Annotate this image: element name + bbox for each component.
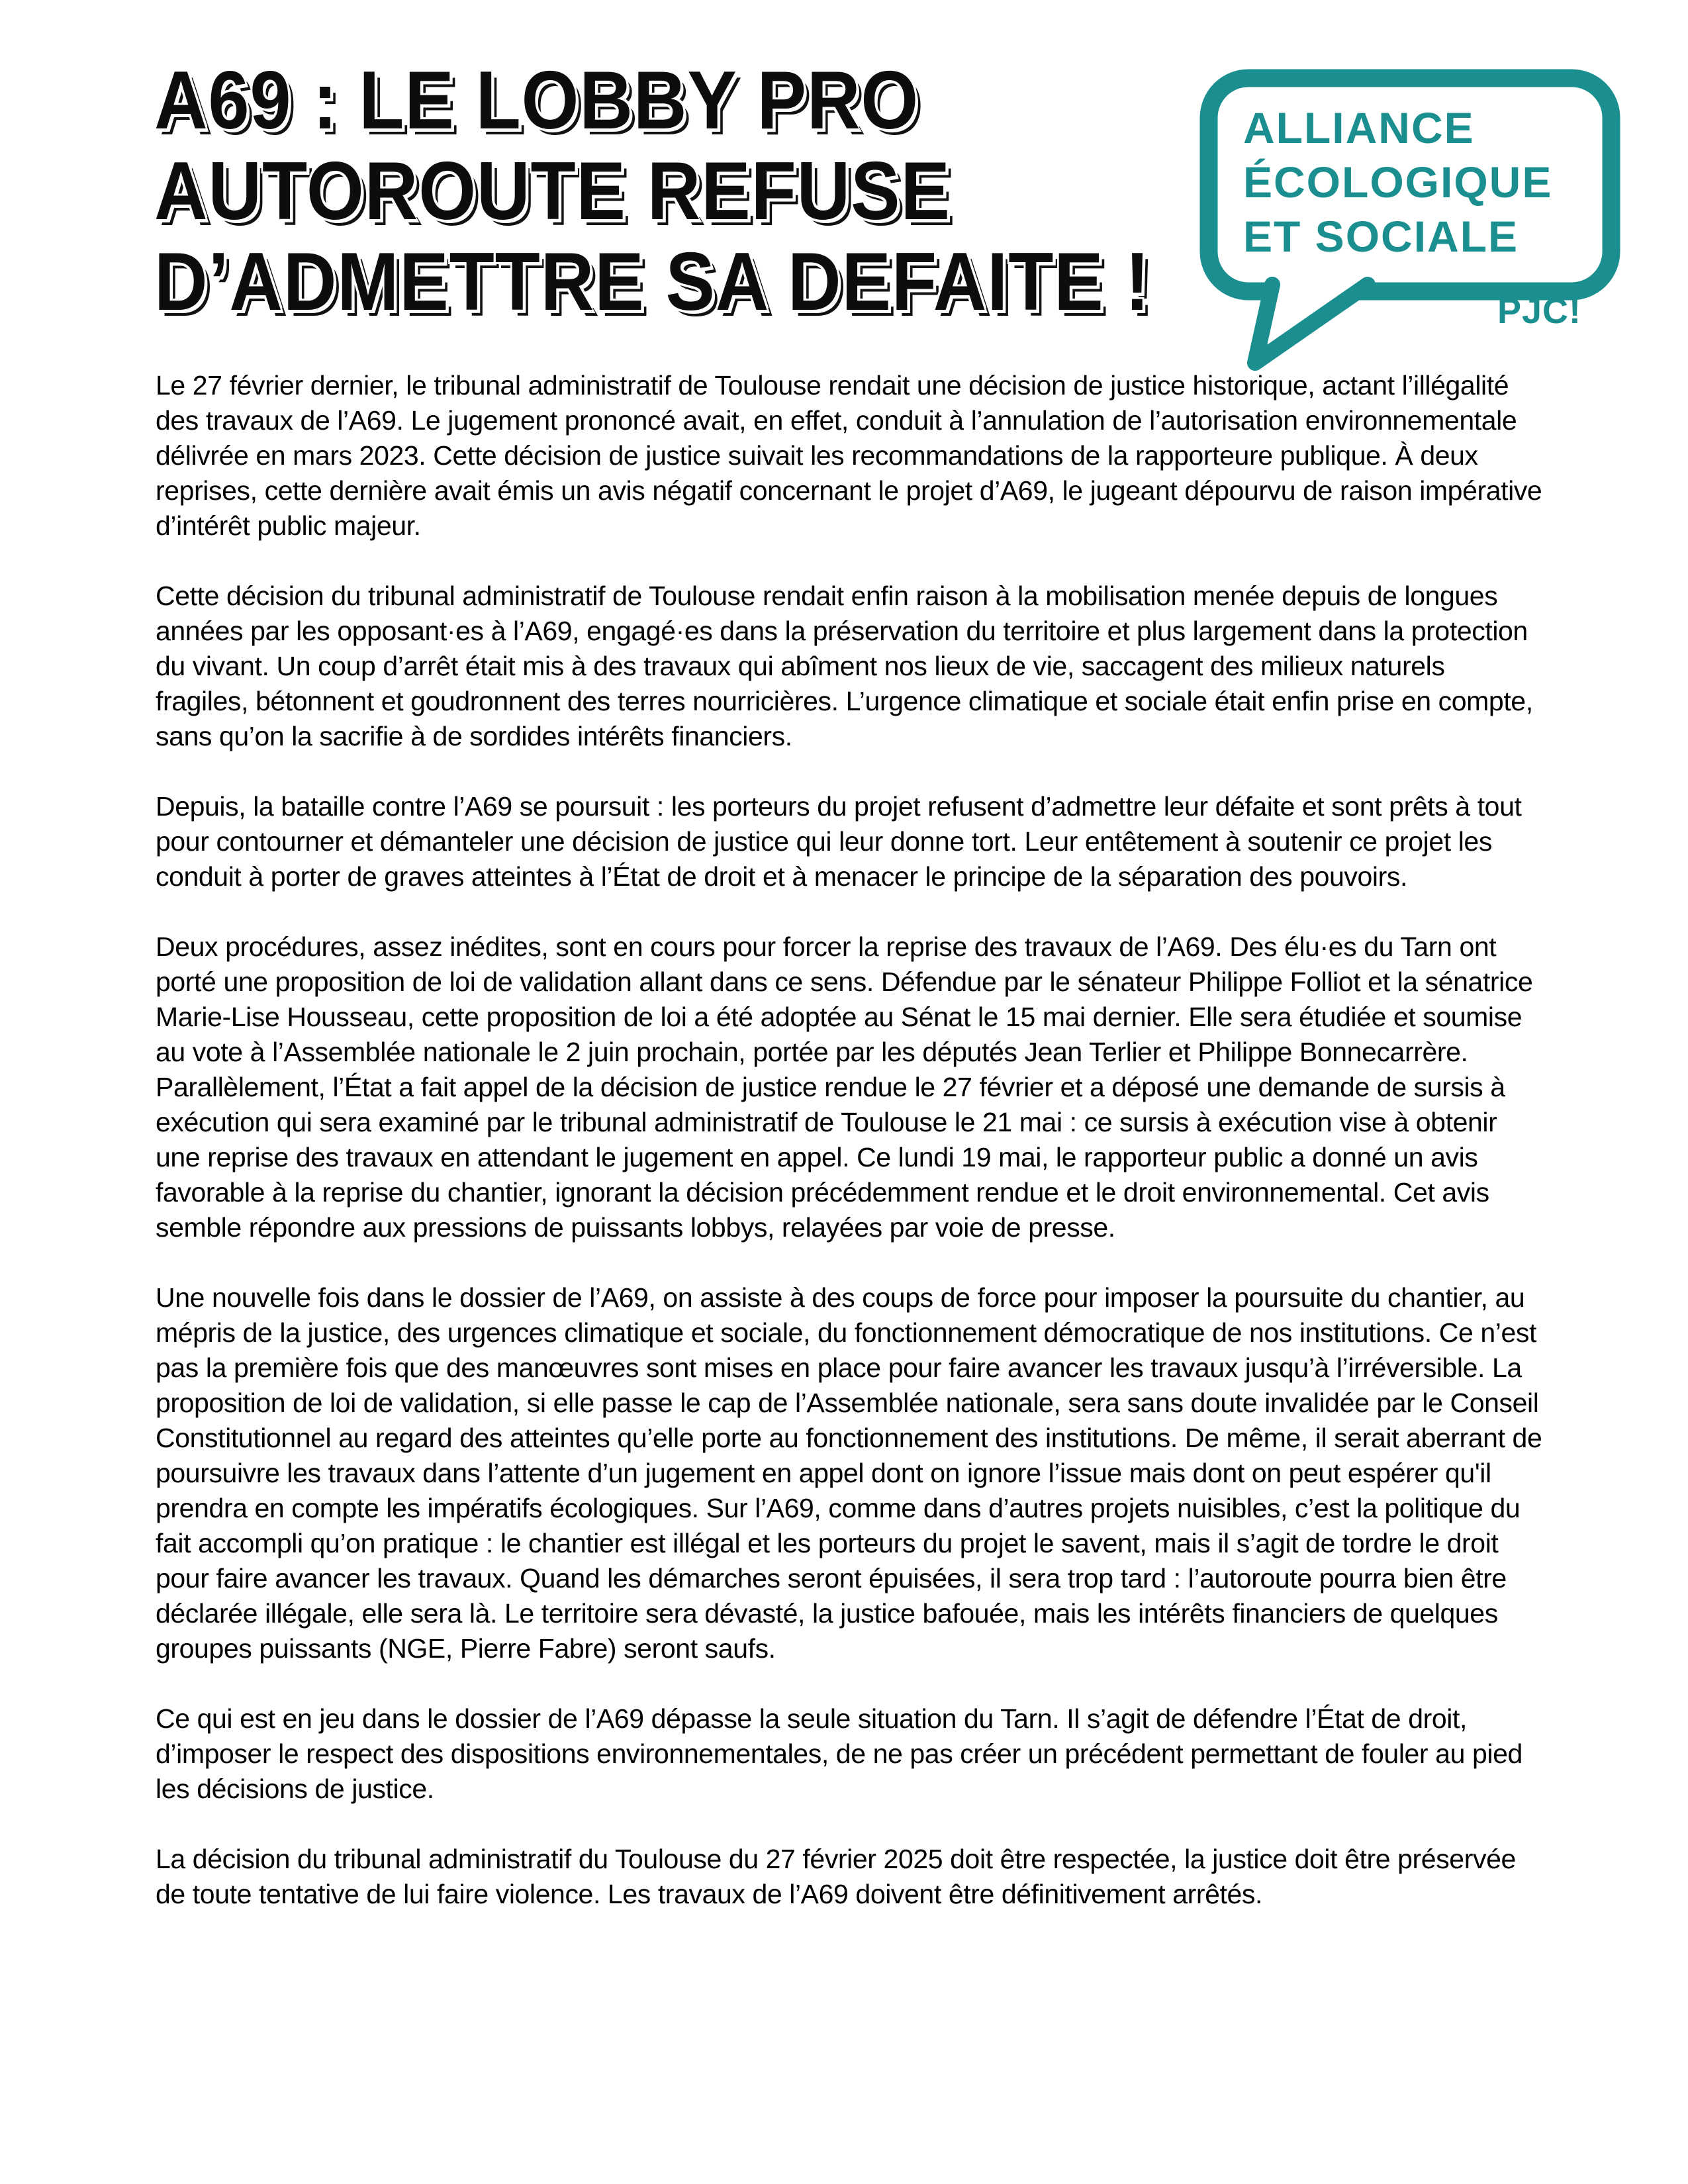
document-title-line-1: A69 : LE LOBBY PRO (154, 55, 919, 146)
logo-text-line-1: ALLIANCE (1243, 103, 1475, 152)
body-paragraph-7: La décision du tribunal administratif du Toulouse du 27 février 2025 doit être respectée, la justice doit être préservée de toute tentative de lui faire violence. Les travaux de l’A69 doivent être définitivement arrêtés. (156, 1844, 1516, 1909)
logo-text-line-2: ÉCOLOGIQUE (1243, 158, 1553, 207)
body-paragraph-1: Le 27 février dernier, le tribunal administratif de Toulouse rendait une décision de justice historique, actant l’illégalité des travaux de l’A69. Le jugement prononcé avait, en effet, conduit à l’annulation de l’autorisation environnementale délivrée en mars 2023. Cette décision de justice suivait les recommandations de la rapporteure publique. À deux reprises, cette dernière avait émis un avis négatif concernant le projet d’A69, le jugeant dépourvu de raison impérative d’intérêt public majeur. (156, 370, 1542, 541)
document-body (156, 368, 1542, 1947)
speech-bubble-icon (1198, 66, 1625, 384)
document-title-line-3: D’ADMETTRE SA DEFAITE ! (154, 236, 1150, 328)
document-title (154, 56, 1261, 328)
logo-text-line-3: ET SOCIALE (1243, 212, 1519, 261)
body-paragraph-2: Cette décision du tribunal administratif de Toulouse rendait enfin raison à la mobilisation menée depuis de longues années par les opposant·es à l’A69, engagé·es dans la préservation du territoire et plus largement dans la protection du vivant. Un coup d’arrêt était mis à des travaux qui abîment nos lieux de vie, saccagent des milieux naturels fragiles, bétonnent et goudronnent des terres nourricières. L’urgence climatique et sociale était enfin prise en compte, sans qu’on la sacrifie à de sordides intérêts financiers. (156, 581, 1533, 751)
body-paragraph-3: Depuis, la bataille contre l’A69 se poursuit : les porteurs du projet refusent d’admettre leur défaite et sont prêts à tout pour contourner et démanteler une décision de justice qui leur donne tort. Leur entêtement à soutenir ce projet les conduit à porter de graves atteintes à l’État de droit et à menacer le principe de la séparation des pouvoirs. (156, 791, 1522, 892)
body-paragraph-4: Deux procédures, assez inédites, sont en cours pour forcer la reprise des travaux de l’A69. Des élu·es du Tarn ont porté une proposition de loi de validation allant dans ce sens. Défendue par le sénateur Philippe Folliot et la sénatrice Marie-Lise Housseau, cette proposition de loi a été adoptée au Sénat le 15 mai dernier. Elle sera étudiée et soumise au vote à l’Assemblée nationale le 2 juin prochain, portée par les députés Jean Terlier et Philippe Bonnecarrère. Parallèlement, l’État a fait appel de la décision de justice rendue le 27 février et a déposé une demande de sursis à exécution qui sera examiné par le tribunal administratif de Toulouse le 21 mai : ce sursis à exécution vise à obtenir une reprise des travaux en attendant le jugement en appel. Ce lundi 19 mai, le rapporteur public a donné un avis favorable à la reprise du chantier, ignorant la décision précédemment rendue et le droit environnemental. Cet avis semble répondre aux pressions de puissants lobbys, relayées par voie de presse. (156, 931, 1533, 1243)
body-paragraph-6: Ce qui est en jeu dans le dossier de l’A69 dépasse la seule situation du Tarn. Il s’agit de défendre l’État de droit, d’imposer le respect des dispositions environnementales, de ne pas créer un précédent permettant de fouler au pied les décisions de justice. (156, 1703, 1523, 1804)
document-title-line-2: AUTOROUTE REFUSE (154, 146, 951, 237)
body-paragraph-5: Une nouvelle fois dans le dossier de l’A69, on assiste à des coups de force pour imposer la poursuite du chantier, au mépris de la justice, des urgences climatique et sociale, du fonctionnement démocratique de nos institutions. Ce n’est pas la première fois que des manœuvres sont mises en place pour faire avancer les travaux jusqu’à l’irréversible. La proposition de loi de validation, si elle passe le cap de l’Assemblée nationale, sera sans doute invalidée par le Conseil Constitutionnel au regard des atteintes qu’elle porte au fonctionnement des institutions. De même, il serait aberrant de poursuivre les travaux dans l’attente d’un jugement en appel dont on ignore l’issue mais dont on peut espérer qu'il prendra en compte les impératifs écologiques. Sur l’A69, comme dans d’autres projets nuisibles, c’est la politique du fait accompli qu’on pratique : le chantier est illégal et les porteurs du projet le savent, mais il s’agit de tordre le droit pour faire avancer les travaux. Quand les démarches seront épuisées, il sera trop tard : l’autoroute pourra bien être déclarée illégale, elle sera là. Le territoire sera dévasté, la justice bafouée, mais les intérêts financiers de quelques groupes puissants (NGE, Pierre Fabre) seront saufs. (156, 1282, 1542, 1664)
aes-logo (1198, 66, 1625, 384)
logo-tagline: PJC! (1497, 291, 1582, 331)
